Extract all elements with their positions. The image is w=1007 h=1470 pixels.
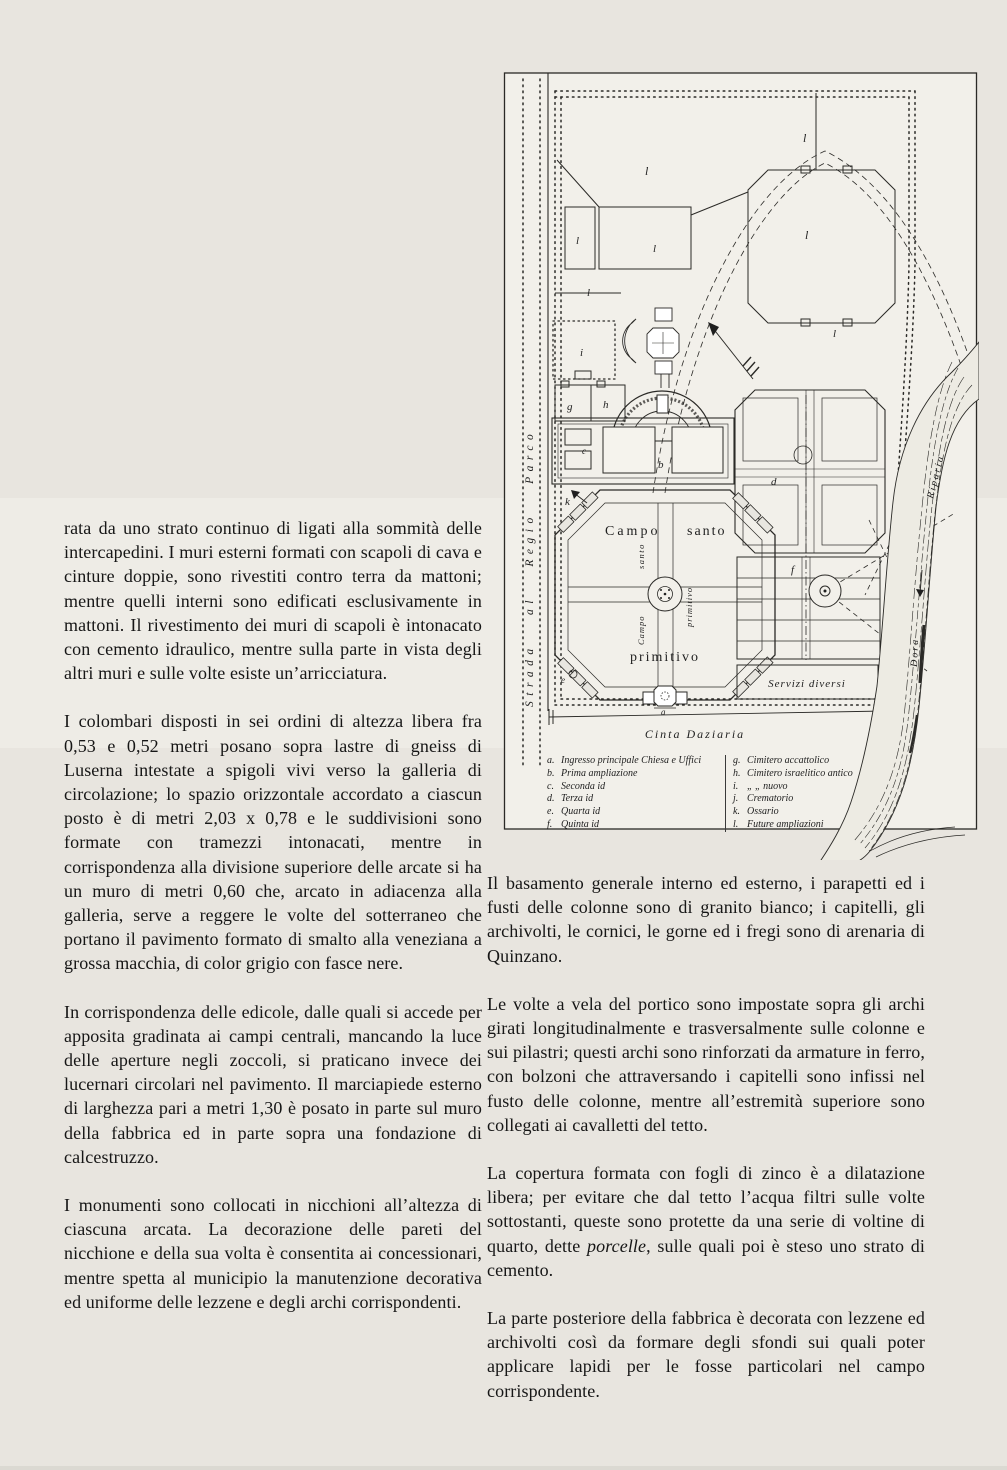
legend-item: d. Terza id <box>547 793 594 805</box>
cinta-label: Cinta Daziaria <box>644 727 746 741</box>
map-letter-l: l <box>833 328 837 340</box>
map-letter-c: c <box>582 446 586 456</box>
paragraph: I colombari disposti in sei ordini di altezza libera fra 0,53 e 0,52 metri posano sopra lastre di gneiss di Luserna intestate a spigoli vivi verso la galleria di circolazione; lo spazio orizzontale accordato a ciascun posto è di metri 2,03 x 0,78 e le suddivisioni sono formate con tramezzi intonacati, mentre in corrispondenza alla divisione superiore delle arcate si ha un muro di metri 0,60 che, arcato in adiacenza alla galleria, serve a reggere le volte del sotterraneo che portano il pavimento formato di smalto alla veneziana a grossa macchia, di color grigio con fasce nere. <box>64 711 482 974</box>
cemetery-plan-figure <box>503 65 979 860</box>
map-letter-g: g <box>567 401 573 413</box>
map-letter-h: h <box>603 399 609 411</box>
cemetery-plan-svg <box>503 65 979 860</box>
legend-item: l. Future ampliazioni <box>733 818 824 830</box>
right-text-column <box>487 871 925 1427</box>
legend-item: k. Ossario <box>733 806 779 818</box>
map-letter-k: k <box>565 496 570 508</box>
legend-item: f. Quinta id <box>547 818 600 830</box>
map-letter-l: l <box>587 287 591 299</box>
paragraph: rata da uno strato continuo di ligati alla sommità delle intercapedini. I muri esterni formati con scapoli di cava e cinture doppie, sono rivestiti contro terra da mattoni; mentre quelli interni sono edificati esclusivamente in mattoni. Il rivestimento dei muri di scapoli è intonacato con cemento idraulico, mentre sulla parte in vista degli altri muri e sulle volte esiste un’arricciatura. <box>64 518 482 684</box>
path-label-santo: santo <box>636 543 646 569</box>
left-text-column <box>64 516 482 1338</box>
map-legend <box>547 755 895 832</box>
campo-label-word3: primitivo <box>629 650 701 665</box>
legend-item: i. „ „ nuovo <box>733 780 788 792</box>
path-label-primitivo: primitivo <box>684 586 694 627</box>
map-letter-l: l <box>805 228 809 242</box>
campo-label-word2: santo <box>687 524 727 539</box>
servizi-label: Servizi diversi <box>768 678 846 690</box>
campo-label-word1: Campo <box>605 524 661 539</box>
path-label-campo: Campo <box>636 615 646 645</box>
italic-term: porcelle <box>587 1235 647 1256</box>
legend-item: h. Cimitero israelitico antico <box>733 767 853 779</box>
central-rotunda <box>648 577 682 611</box>
map-letter-f: f <box>791 564 795 576</box>
river-label-dora: Dora <box>909 637 922 668</box>
legend-column <box>547 755 725 832</box>
paragraph <box>487 1161 925 1282</box>
river-label-riparia: Riparia <box>925 453 947 500</box>
paragraph-text: , sulle quali poi è steso uno strato di cemento. <box>487 1235 925 1280</box>
map-letter-l: l <box>645 164 649 178</box>
map-letter-l: l <box>576 235 580 247</box>
road-label: Strada al Regio Parco <box>524 428 536 707</box>
map-letter-b: b <box>658 459 664 471</box>
map-letter-l: l <box>653 243 657 255</box>
paragraph: I monumenti sono collocati in nicchioni all’altezza di ciascuna arcata. La decorazione delle pareti del nicchione e della sua volta è consentita ai concessionari, mentre spetta al municipio la manutenzione decorativa ed uniforme delle lezzene e degli archi corrispondenti. <box>64 1195 482 1312</box>
map-letter-d: d <box>771 476 777 488</box>
legend-item: j. Crematorio <box>733 793 794 805</box>
paragraph: Le volte a vela del portico sono impostate sopra gli archi girati longitudinalmente e trasversalmente sulle colonne e sui pilastri; questi archi sono rinforzati da armature in ferro, con bolzoni che attraversando i capitelli sono infissi nel fusto delle colonne, mentre all’estremità superiore sono collegati ai cavalletti del tetto. <box>487 993 925 1135</box>
map-letter-e: e <box>561 675 565 685</box>
paragraph: In corrispondenza delle edicole, dalle quali si accede per apposita gradinata ai campi centrali, mancando la luce delle aperture negli zoccoli, si praticano invece dei lucernari circolari nel pavimento. Il marciapiede esterno di larghezza pari a metri 1,30 è posato in parte sul muro della fabbrica ed in parte sopra una fondazione di calcestruzzo. <box>64 1001 482 1167</box>
page-bottom-edge <box>0 1466 1007 1470</box>
legend-item: b. Prima ampliazione <box>547 767 638 779</box>
map-letter-i: i <box>580 347 584 359</box>
legend-column <box>725 755 895 832</box>
legend-item: c. Seconda id <box>547 780 606 792</box>
legend-item: g. Cimitero accattolico <box>733 755 830 766</box>
map-letter-l: l <box>803 131 807 145</box>
map-letter-a: a <box>661 707 666 717</box>
paragraph: Il basamento generale interno ed esterno, i parapetti ed i fusti delle colonne sono di granito bianco; i capitelli, gli archivolti, le cornici, le gorne ed i fregi sono di arenaria di Quinzano. <box>487 873 925 966</box>
legend-item: a. Ingresso principale Chiesa e Uffici <box>547 755 702 766</box>
paragraph-text: La copertura formata con fogli di zinco è a dilatazione libera; per evitare che dal tetto l’acqua filtri sulle volte sottostanti, queste sono protette da una serie di voltine di quarto, dette <box>487 1163 925 1256</box>
legend-item: e. Quarta id <box>547 806 601 818</box>
paragraph: La parte posteriore della fabbrica è decorata con lezzene ed archivolti così da formare degli sfondi sui quali poter applicare lapidi per le fosse particolari nel campo corrispondente. <box>487 1308 925 1401</box>
